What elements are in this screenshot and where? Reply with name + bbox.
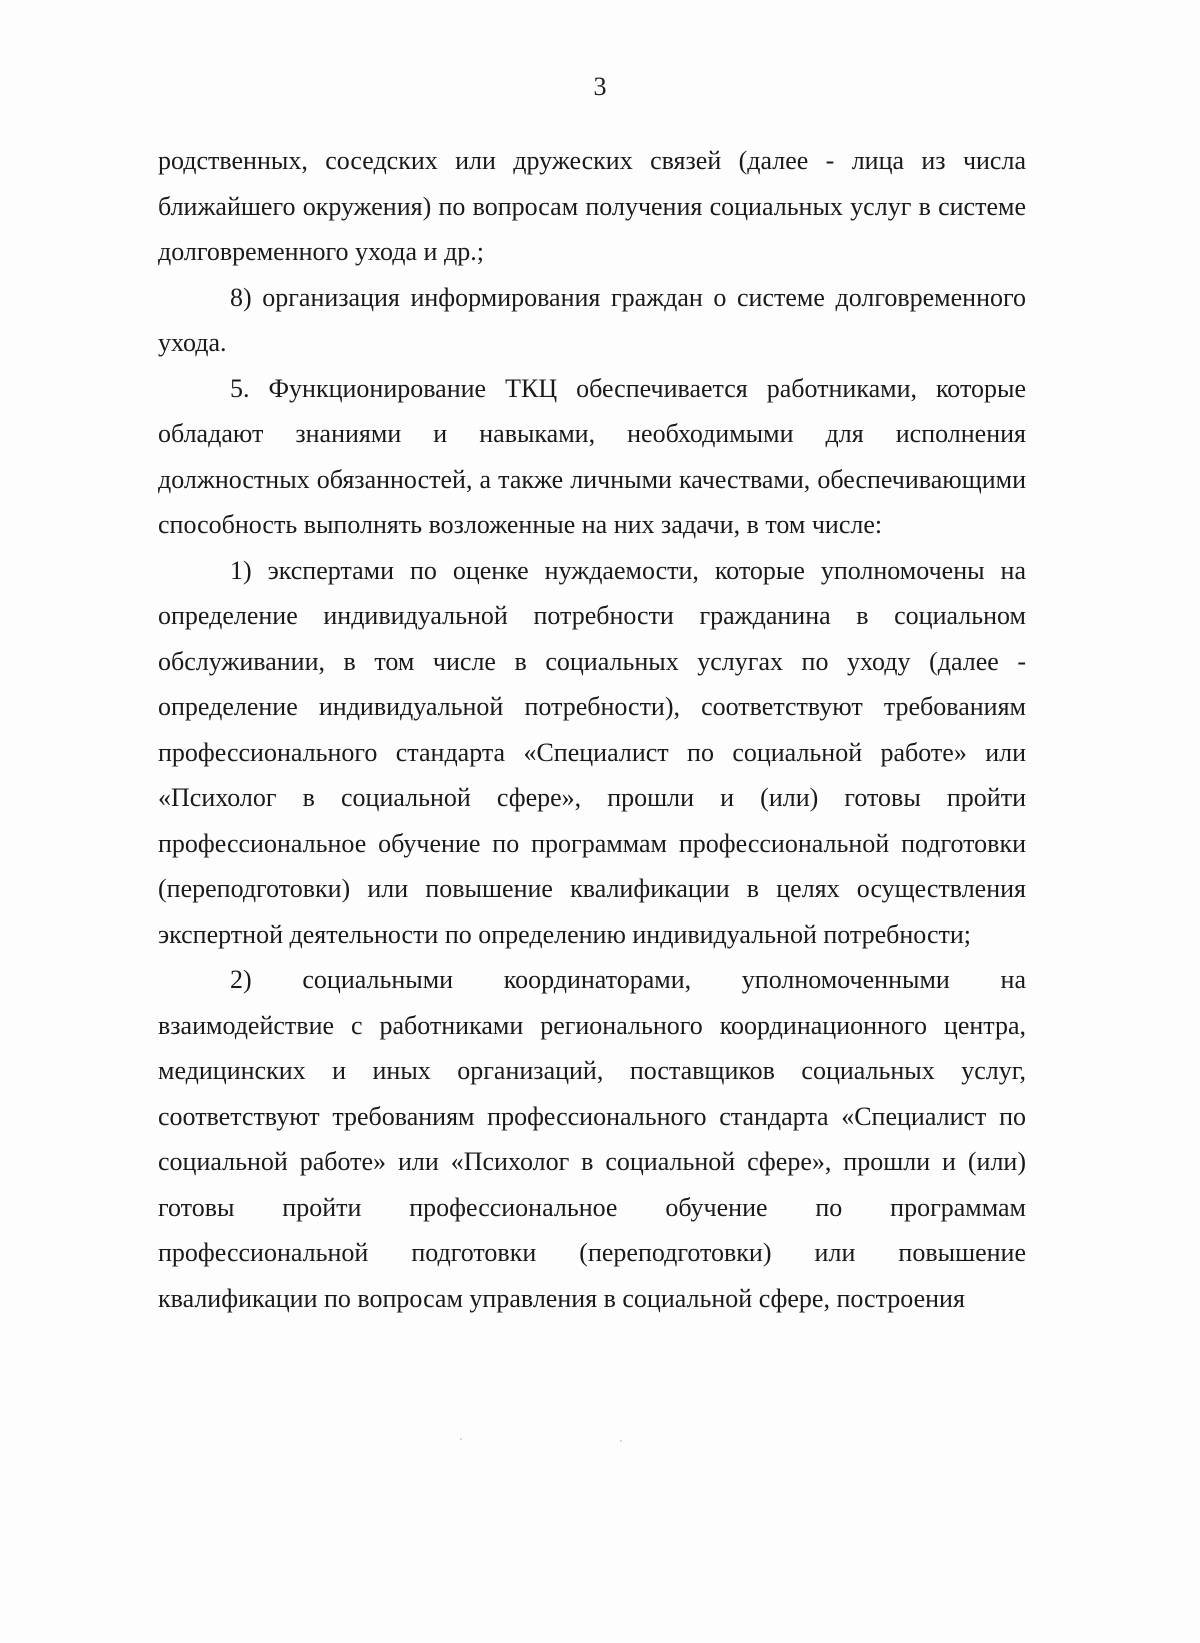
scan-speck — [620, 1440, 622, 1442]
document-body — [158, 138, 1026, 1321]
paragraph-item-8: 8) организация информирования граждан о системе долговременного ухода. — [158, 282, 1026, 357]
paragraph-item-1: 1) экспертами по оценке нуждаемости, которые уполномочены на определение индивидуальной потребности гражданина в социальном обслуживании, в том числе в социальных услугах по уходу (далее - определение индивидуальной потребности), соответствуют требованиям профессионального стандарта «Специалист по социальной работе» или «Психолог в социальной сфере», прошли и (или) готовы пройти профессиональное обучение по программам профессиональной подготовки (переподготовки) или повышение квалификации в целях осуществления экспертной деятельности по определению индивидуальной потребности; — [158, 555, 1026, 949]
page-number: 3 — [593, 72, 607, 101]
scan-speck — [460, 1438, 462, 1440]
paragraph-continuation: родственных, соседских или дружеских связей (далее - лица из числа ближайшего окружения) по вопросам получения социальных услуг в системе долговременного ухода и др.; — [158, 146, 1026, 266]
paragraph-item-2: 2) социальными координаторами, уполномоченными на взаимодействие с работниками регионального координационного центра, медицинских и иных организаций, поставщиков социальных услуг, соответствуют требованиям профессионального стандарта «Специалист по социальной работе» или «Психолог в социальной сфере», прошли и (или) готовы пройти профессиональное обучение по программам профессиональной подготовки (переподготовки) или повышение квалификации по вопросам управления в социальной сфере, построения — [158, 965, 1026, 1313]
paragraph-section-5: 5. Функционирование ТКЦ обеспечивается работниками, которые обладают знаниями и навыками, необходимыми для исполнения должностных обязанностей, а также личными качествами, обеспечивающими способность выполнять возложенные на них задачи, в том числе: — [158, 373, 1026, 539]
